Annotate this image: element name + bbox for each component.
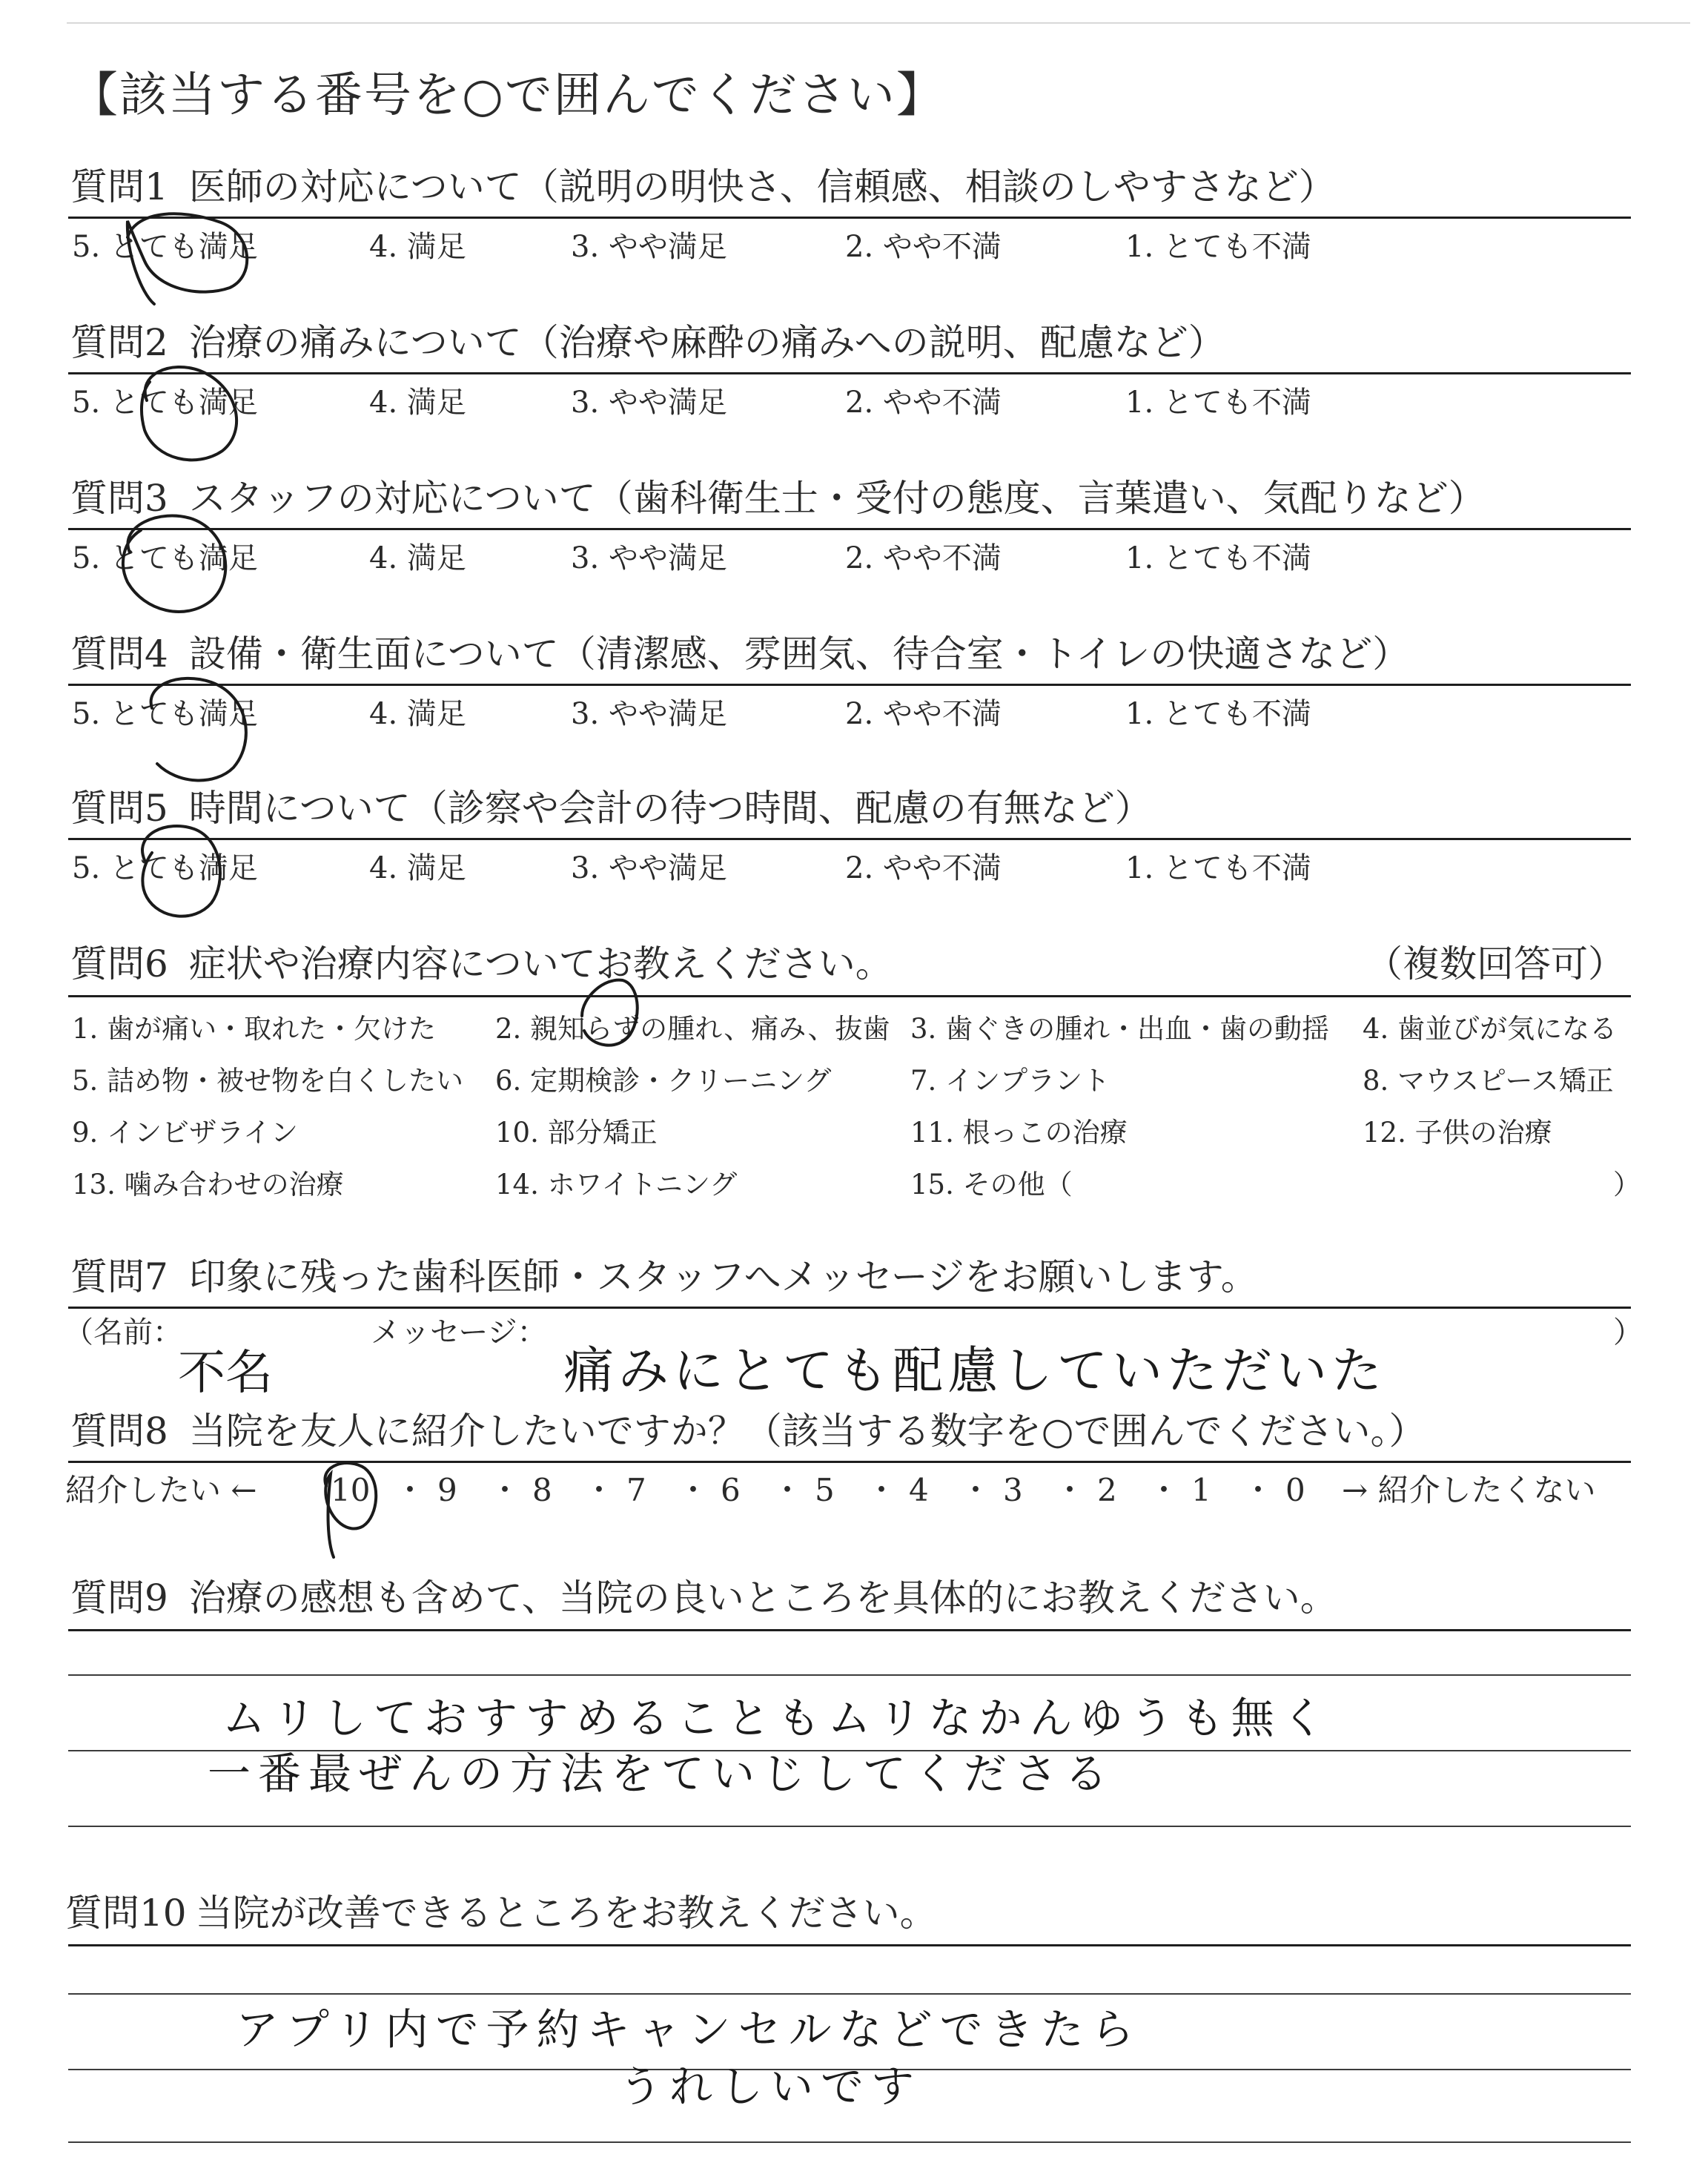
q6-option-6[interactable]: 6. 定期検診・クリーニング (495, 1065, 832, 1097)
scale-dot: ・ (1054, 1472, 1086, 1508)
question-8-number: 質問8 (70, 1410, 168, 1453)
q6-option-8[interactable]: 8. マウスピース矯正 (1363, 1065, 1614, 1097)
q3-option-4[interactable]: 4. 満足 (369, 541, 466, 575)
answer-line (68, 1674, 1631, 1676)
q4-option-3[interactable]: 3. やや満足 (571, 697, 727, 731)
question-6-rule (68, 995, 1631, 997)
scale-7[interactable]: 7 (626, 1472, 646, 1508)
question-8-text: 当院を友人に紹介したいですか？（該当する数字を○で囲んでください。） (188, 1410, 1426, 1453)
question-5-rule (68, 838, 1631, 840)
question-1-header (70, 165, 1336, 209)
question-1-number: 質問1 (70, 165, 168, 208)
q5-option-1[interactable]: 1. とても不満 (1125, 851, 1311, 885)
q1-option-2[interactable]: 2. やや不満 (845, 230, 1002, 264)
question-10-rule (68, 1944, 1631, 1946)
question-3-text: スタッフの対応について（歯科衛生士・受付の態度、言葉遣い、気配りなど） (188, 477, 1486, 520)
question-4-rule (68, 684, 1631, 686)
question-7-text: 印象に残った歯科医師・スタッフへメッセージをお願いします。 (188, 1255, 1258, 1298)
question-1-text: 医師の対応について（説明の明快さ、信頼感、相談のしやすさなど） (188, 165, 1336, 208)
q4-option-4[interactable]: 4. 満足 (369, 697, 466, 731)
scale-dot: ・ (866, 1472, 898, 1508)
q6-option-12[interactable]: 12. 子供の治療 (1363, 1117, 1552, 1149)
message-handwriting[interactable]: 痛みにとても配慮していただいた (563, 1342, 1387, 1401)
question-6-number: 質問6 (70, 942, 168, 985)
question-5-header (70, 786, 1152, 830)
scale-dot: ・ (1242, 1472, 1274, 1508)
scale-9[interactable]: 9 (437, 1472, 457, 1508)
scale-8[interactable]: 8 (532, 1472, 552, 1508)
question-5-text: 時間について（診察や会計の待つ時間、配慮の有無など） (188, 787, 1152, 830)
q1-option-3[interactable]: 3. やや満足 (571, 230, 727, 264)
question-10-header (65, 1891, 937, 1935)
q6-option-7[interactable]: 7. インプラント (910, 1065, 1110, 1097)
q5-option-5[interactable]: 5. とても満足 (72, 851, 258, 885)
q2-option-2[interactable]: 2. やや不満 (845, 386, 1002, 420)
scale-0[interactable]: 0 (1285, 1472, 1305, 1508)
question-9-header (70, 1576, 1337, 1620)
q10-answer-line-1[interactable]: アプリ内で予約キャンセルなどできたら (236, 2004, 1142, 2055)
q6-option-9[interactable]: 9. インビザライン (72, 1117, 298, 1149)
q2-option-5[interactable]: 5. とても満足 (72, 386, 258, 420)
q5-option-4[interactable]: 4. 満足 (369, 851, 466, 885)
page-title: 【該当する番号を○で囲んでください】 (70, 68, 945, 123)
name-handwriting[interactable]: 不名 (178, 1346, 273, 1401)
question-4-header (70, 632, 1409, 676)
q6-option-13[interactable]: 13. 噛み合わせの治療 (72, 1169, 344, 1200)
scale-4[interactable]: 4 (909, 1472, 929, 1508)
recommend-left-label: 紹介したい ← (65, 1472, 257, 1508)
question-9-number: 質問9 (70, 1576, 168, 1619)
q3-option-2[interactable]: 2. やや不満 (845, 541, 1002, 575)
q4-option-1[interactable]: 1. とても不満 (1125, 697, 1311, 731)
message-label: メッセージ： (371, 1315, 547, 1350)
question-8-header (70, 1409, 1426, 1453)
question-7-rule (68, 1307, 1631, 1309)
q7-close-paren: ） (1613, 1315, 1643, 1350)
recommend-right-label: → 紹介したくない (1342, 1472, 1596, 1508)
q4-option-2[interactable]: 2. やや不満 (845, 697, 1002, 731)
q6-option-4[interactable]: 4. 歯並びが気になる (1363, 1013, 1618, 1045)
question-1-rule (68, 217, 1631, 219)
question-3-rule (68, 528, 1631, 530)
scale-2[interactable]: 2 (1097, 1472, 1117, 1508)
q1-option-4[interactable]: 4. 満足 (369, 230, 466, 264)
question-2-rule (68, 372, 1631, 374)
q1-option-1[interactable]: 1. とても不満 (1125, 230, 1311, 264)
q6-option-1[interactable]: 1. 歯が痛い・取れた・欠けた (72, 1013, 437, 1045)
name-label: （名前： (64, 1315, 182, 1350)
q5-option-3[interactable]: 3. やや満足 (571, 851, 727, 885)
q6-option-10[interactable]: 10. 部分矯正 (495, 1117, 658, 1149)
answer-line (68, 1826, 1631, 1827)
q6-option-14[interactable]: 14. ホワイトニング (495, 1169, 738, 1200)
q6-option-2[interactable]: 2. 親知らずの腫れ、痛み、抜歯 (495, 1013, 890, 1045)
answer-line (68, 2141, 1631, 2143)
question-10-number: 質問10 (65, 1892, 187, 1935)
scale-dot: ・ (678, 1472, 709, 1508)
q6-option-15-close: ） (1613, 1169, 1641, 1200)
q6-option-3[interactable]: 3. 歯ぐきの腫れ・出血・歯の動揺 (910, 1013, 1330, 1045)
question-9-rule (68, 1629, 1631, 1631)
q9-answer-line-2[interactable]: 一番最ぜんの方法をていじしてくださる (208, 1748, 1116, 1799)
q5-option-2[interactable]: 2. やや不満 (845, 851, 1002, 885)
scale-dot: ・ (489, 1472, 521, 1508)
scale-10[interactable]: 10 (331, 1472, 371, 1508)
scale-dot: ・ (1148, 1472, 1180, 1508)
q2-option-3[interactable]: 3. やや満足 (571, 386, 727, 420)
scale-6[interactable]: 6 (721, 1472, 741, 1508)
multiple-answer-note: （複数回答可） (1366, 942, 1625, 985)
q9-answer-line-1[interactable]: ムリしておすすめることもムリなかんゆうも無く (222, 1693, 1332, 1743)
scale-dot: ・ (772, 1472, 804, 1508)
question-3-number: 質問3 (70, 477, 168, 520)
question-4-text: 設備・衛生面について（清潔感、雰囲気、待合室・トイレの快適さなど） (188, 633, 1410, 676)
scale-1[interactable]: 1 (1191, 1472, 1211, 1508)
q2-option-4[interactable]: 4. 満足 (369, 386, 466, 420)
question-7-header (70, 1255, 1258, 1299)
top-rule (67, 22, 1690, 24)
q4-option-5[interactable]: 5. とても満足 (72, 697, 258, 731)
q3-option-5[interactable]: 5. とても満足 (72, 541, 258, 575)
question-6-text: 症状や治療内容についてお教えください。 (188, 942, 893, 985)
question-3-header (70, 476, 1486, 521)
q3-option-1[interactable]: 1. とても不満 (1125, 541, 1311, 575)
question-4-number: 質問4 (70, 633, 168, 676)
q6-option-15[interactable]: 15. その他（ (910, 1169, 1073, 1200)
question-2-text: 治療の痛みについて（治療や麻酔の痛みへの説明、配慮など） (188, 321, 1225, 364)
q1-option-5[interactable]: 5. とても満足 (72, 230, 258, 264)
q6-option-11[interactable]: 11. 根っこの治療 (910, 1117, 1128, 1149)
question-7-number: 質問7 (70, 1255, 168, 1298)
q2-option-1[interactable]: 1. とても不満 (1125, 386, 1311, 420)
question-8-rule (68, 1461, 1631, 1463)
question-2-number: 質問2 (70, 321, 168, 364)
question-5-number: 質問5 (70, 787, 168, 830)
q6-option-5[interactable]: 5. 詰め物・被せ物を白くしたい (72, 1065, 464, 1097)
scale-dot: ・ (583, 1472, 615, 1508)
q10-answer-line-2[interactable]: うれしいです (619, 2061, 922, 2112)
q3-option-3[interactable]: 3. やや満足 (571, 541, 727, 575)
question-2-header (70, 320, 1225, 365)
question-10-text: 当院が改善できるところをお教えください。 (195, 1892, 937, 1935)
question-9-text: 治療の感想も含めて、当院の良いところを具体的にお教えください。 (188, 1576, 1337, 1619)
scale-5[interactable]: 5 (815, 1472, 835, 1508)
question-6-header (70, 942, 893, 986)
scale-3[interactable]: 3 (1003, 1472, 1023, 1508)
scale-dot: ・ (394, 1472, 426, 1508)
scale-dot: ・ (960, 1472, 992, 1508)
